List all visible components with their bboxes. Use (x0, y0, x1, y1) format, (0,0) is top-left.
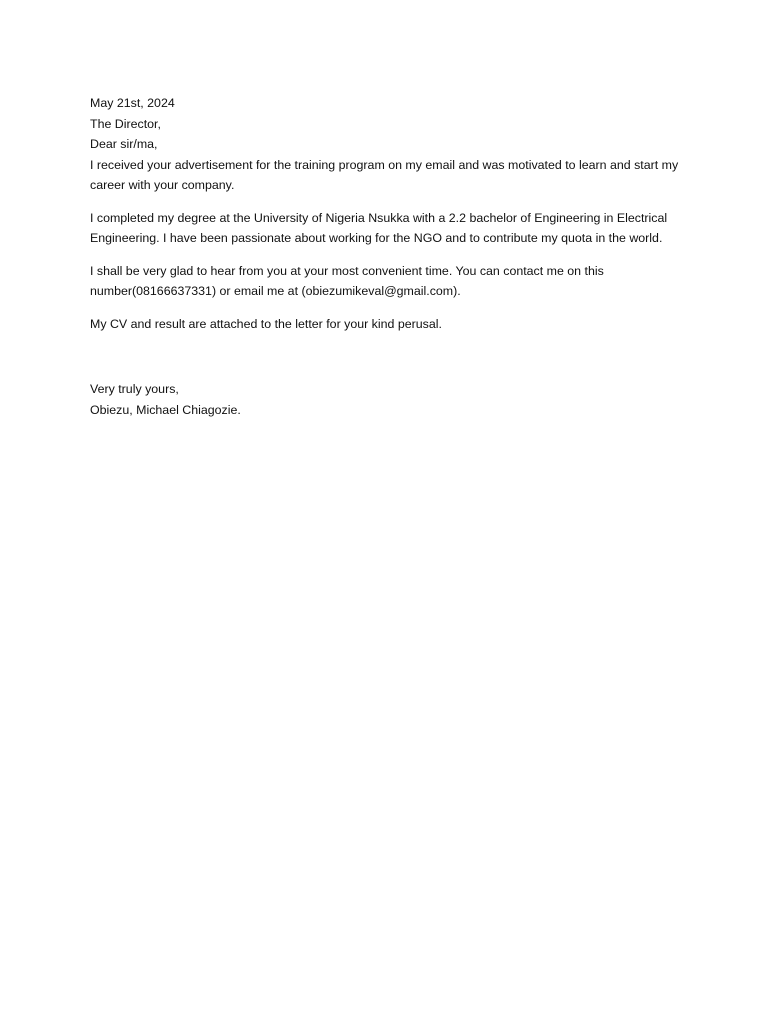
letter-salutation: Dear sir/ma, (90, 137, 158, 151)
letter-paragraph: I received your advertisement for the training program on my email and was motivated to learn and start my career with your company. (90, 157, 679, 192)
letter-closing: Very truly yours, (90, 382, 179, 396)
letter-signature: Obiezu, Michael Chiagozie. (90, 402, 241, 417)
letter-paragraph: I completed my degree at the University of Nigeria Nsukka with a 2.2 bachelor of Engineering in Electrical Engineering. I have been passionate about working for the NGO and to contribute my quota in the world. (90, 210, 668, 245)
letter-paragraph: I shall be very glad to hear from you at your most convenient time. You can contact me on this number(08166637331) or email me at (obiezumikeval@gmail.com). (90, 263, 604, 298)
letter-recipient: The Director, (90, 116, 161, 131)
letter-date: May 21st, 2024 (90, 96, 175, 110)
letter-body (90, 93, 690, 420)
letter-paragraph: My CV and result are attached to the letter for your kind perusal. (90, 316, 442, 331)
